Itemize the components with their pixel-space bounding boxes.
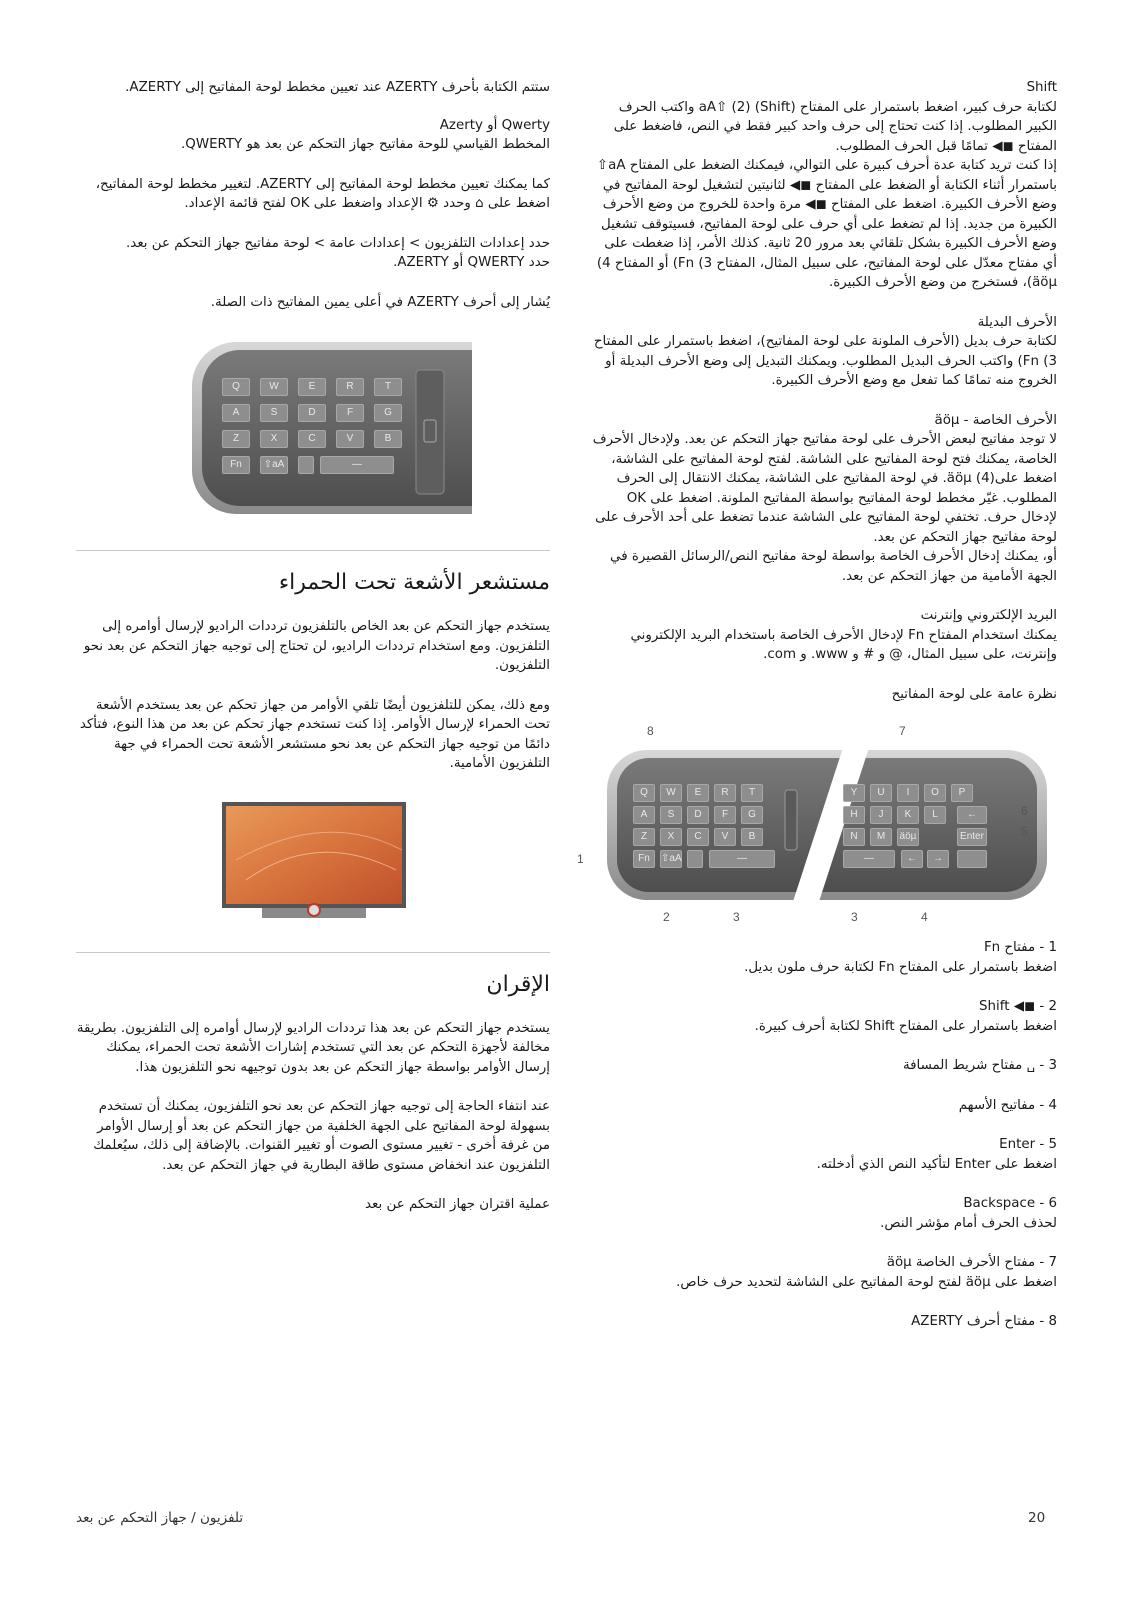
keyboard-overview-illustration — [577, 720, 1057, 924]
pairing-paragraph-3: عملية اقتران جهاز التحكم عن بعد — [365, 1197, 550, 1212]
keyboard-key: ← — [901, 850, 923, 868]
shift-paragraph-2: إذا كنت تريد كتابة عدة أحرف كبيرة على التوالي، فيمكنك الضغط على المفتاح aA⇧ باستمرار أثناء الكتابة أو الضغط على المفتاح ◼◀ لثانيتين لتشغيل لوحة المفاتيح في وضع الأحرف الكبيرة. اضغط على المفتاح ◼◀ مرة واحدة للخروج من وضع الأحرف الكبيرة من جديد. إذا لم تضغط على أي حرف على لوحة المفاتيح، فسيتوقف تشغيل وضع الأحرف الكبيرة بشكل تلقائي بعد مرور 20 ثانية. كذلك الأمر، إذا ضغطت على أي مفتاح معدّل على لوحة المفاتيح، على سبيل المثال، المفتاح 3) Fn) أو المفتاح 4) äöµ)، فستخرج من وضع الأحرف الكبيرة. — [596, 158, 1057, 290]
key-description-heading: 4 - مفاتيح الأسهم — [958, 1097, 1057, 1113]
keyboard-key: P — [951, 784, 973, 802]
keyboard-key: M — [870, 828, 892, 846]
keyboard-key: N — [843, 828, 865, 846]
keyboard-key: X — [660, 828, 682, 846]
special-paragraph-2: أو، يمكنك إدخال الأحرف الخاصة بواسطة لوحة مفاتيح النص/الرسائل القصيرة في الجهة الأمامية من جهاز التحكم عن بعد. — [610, 549, 1057, 584]
keyboard-key: D — [298, 404, 326, 422]
callout-number: 7 — [899, 724, 906, 738]
key-description-item — [587, 997, 1057, 1036]
key-description-heading: 2 - ◼◀ Shift — [979, 999, 1057, 1014]
footer-section-title: تلفزيون / جهاز التحكم عن بعد — [76, 1510, 244, 1526]
keyboard-key: C — [687, 828, 709, 846]
email-heading: البريد الإلكتروني وإنترنت — [920, 608, 1057, 623]
key-description-text: اضغط على äöµ لفتح لوحة المفاتيح على الشاشة لتحديد حرف خاص. — [676, 1274, 1057, 1290]
keyboard-key: O — [924, 784, 946, 802]
keyboard-key: ← — [957, 806, 987, 824]
keyboard-key: ⇧aA — [660, 850, 682, 868]
key-description-item — [587, 938, 1057, 977]
keyboard-key: Enter — [957, 828, 987, 846]
key-description-list — [587, 938, 1057, 1332]
keyboard-key: S — [660, 806, 682, 824]
alt-heading: الأحرف البديلة — [977, 314, 1057, 330]
callout-number: 2 — [663, 910, 670, 924]
keyboard-key: I — [897, 784, 919, 802]
keyboard-key: S — [260, 404, 288, 422]
section-divider — [76, 952, 550, 953]
key-description-text: اضغط باستمرار على المفتاح Fn لكتابة حرف ملون بديل. — [744, 959, 1057, 975]
keyboard-key: V — [336, 430, 364, 448]
keyboard-key: A — [222, 404, 250, 422]
special-heading: الأحرف الخاصة - äöµ — [934, 412, 1057, 428]
azerty-key-grid — [76, 328, 550, 528]
qwerty-paragraph-2: كما يمكنك تعيين مخطط لوحة المفاتيح إلى AZERTY. لتغيير مخطط لوحة المفاتيح، اضغط على ⌂ وحدد ⚙ الإعداد واضغط على OK لفتح قائمة الإعداد. — [95, 176, 550, 211]
keyboard-key: äöµ — [897, 828, 919, 846]
keyboard-key: B — [374, 430, 402, 448]
keyboard-key: D — [687, 806, 709, 824]
keyboard-key: A — [633, 806, 655, 824]
keyboard-key: R — [336, 378, 364, 396]
key-description-item — [587, 1312, 1057, 1332]
key-description-heading: 5 - Enter — [999, 1137, 1057, 1152]
keyboard-key: J — [870, 806, 892, 824]
alt-paragraph: لكتابة حرف بديل (الأحرف الملونة على لوحة المفاتيح)، اضغط باستمرار على المفتاح 3) Fn) واكتب الحرف البديل المطلوب. ويمكنك التبديل إلى وضع الأحرف البديلة أو الخروج منه تمامًا كما تفعل مع وضع الأحرف الكبيرة. — [593, 334, 1057, 388]
keyboard-key: F — [714, 806, 736, 824]
keyboard-key: Z — [222, 430, 250, 448]
qwerty-paragraph-4: حدد QWERTY أو AZERTY. — [393, 255, 550, 270]
key-description-item — [587, 1194, 1057, 1233]
keyboard-key: W — [660, 784, 682, 802]
email-paragraph: يمكنك استخدام المفتاح Fn لإدخال الأحرف الخاصة باستخدام البريد الإلكتروني وإنترنت، على سبيل المثال، @ و # و www. و com. — [630, 627, 1057, 662]
keyboard-key: — — [709, 850, 775, 868]
left-column — [76, 78, 550, 1231]
key-description-item — [587, 1056, 1057, 1076]
key-description-item — [587, 1135, 1057, 1174]
keyboard-key: K — [897, 806, 919, 824]
keyboard-key: ⇧aA — [260, 456, 288, 474]
pairing-paragraph-2: عند انتفاء الحاجة إلى توجيه جهاز التحكم عن بعد نحو التلفزيون، يمكنك أن تستخدم بسهولة لوحة المفاتيح على الجهة الخلفية من جهاز التحكم عن بعد أو إرسال الأوامر من غرفة أخرى - تغيير مستوى الصوت أو تغيير القنوات. بالإضافة إلى ذلك، سيُعلمك التلفزيون عند انخفاض مستوى طاقة البطارية في جهاز التحكم عن بعد. — [93, 1099, 550, 1173]
keyboard-key: → — [927, 850, 949, 868]
callout-number: 5 — [1021, 824, 1028, 838]
keyboard-key: Q — [633, 784, 655, 802]
callout-number: 3 — [733, 910, 740, 924]
keyboard-key: Q — [222, 378, 250, 396]
keyboard-key: R — [714, 784, 736, 802]
keyboard-key: W — [260, 378, 288, 396]
keyboard-key: F — [336, 404, 364, 422]
qwerty-heading: Qwerty أو Azerty — [439, 117, 550, 133]
pairing-paragraph-1: يستخدم جهاز التحكم عن بعد هذا ترددات الراديو لإرسال أوامره إلى التلفزيون. بطريقة مخالفة لأجهزة التحكم عن بعد التي تستخدم إشارات الأشعة تحت الحمراء، يمكنك إرسال الأوامر بواسطة جهاز التحكم عن بعد بدون توجيهه نحو التلفزيون هذا. — [76, 1020, 550, 1075]
key-description-text: اضغط باستمرار على المفتاح Shift لكتابة أحرف كبيرة. — [754, 1018, 1057, 1034]
keyboard-key: H — [843, 806, 865, 824]
keyboard-key: V — [714, 828, 736, 846]
keyboard-key: T — [374, 378, 402, 396]
keyboard-key — [298, 456, 314, 474]
callout-number: 3 — [851, 910, 858, 924]
page-number: 20 — [1028, 1510, 1046, 1526]
key-description-item — [587, 1253, 1057, 1292]
key-description-item — [587, 1096, 1057, 1116]
right-column — [577, 78, 1057, 1352]
key-description-heading: 8 - مفتاح أحرف AZERTY — [911, 1314, 1057, 1329]
key-description-heading: 1 - مفتاح Fn — [983, 940, 1057, 955]
keyboard-key: B — [741, 828, 763, 846]
keyboard-key: X — [260, 430, 288, 448]
keyboard-key: G — [741, 806, 763, 824]
keyboard-key: C — [298, 430, 326, 448]
key-description-heading: 6 - Backspace — [963, 1196, 1057, 1211]
callout-number: 8 — [647, 724, 654, 738]
keyboard-key: L — [924, 806, 946, 824]
keyboard-key: Z — [633, 828, 655, 846]
ir-sensor-heading: مستشعر الأشعة تحت الحمراء — [278, 570, 550, 595]
keyboard-key: U — [870, 784, 892, 802]
azerty-note: يُشار إلى أحرف AZERTY في أعلى يمين المفاتيح ذات الصلة. — [210, 294, 550, 310]
key-description-heading: 3 - ␣ مفتاح شريط المسافة — [902, 1058, 1057, 1073]
keyboard-key: — — [843, 850, 895, 868]
key-description-text: اضغط على Enter لتأكيد النص الذي أدخلته. — [816, 1156, 1057, 1172]
shift-paragraph-1: لكتابة حرف كبير، اضغط باستمرار على المفتاح aA⇧ (2) (Shift) واكتب الحرف الكبير المطلوب. إذا كنت تحتاج إلى حرف واحد كبير فقط في النص، فاضغط على المفتاح ◼◀ تمامًا قبل الحرف المطلوب. — [613, 99, 1057, 154]
keyboard-callouts — [577, 720, 1057, 924]
keyboard-key: T — [741, 784, 763, 802]
key-description-heading: 7 - مفتاح الأحرف الخاصة äöµ — [886, 1255, 1057, 1270]
keyboard-key: E — [687, 784, 709, 802]
section-divider — [76, 550, 550, 551]
key-description-text: لحذف الحرف أمام مؤشر النص. — [880, 1215, 1057, 1231]
qwerty-paragraph-1: المخطط القياسي للوحة مفاتيح جهاز التحكم عن بعد هو QWERTY. — [181, 137, 550, 152]
azerty-keyboard-illustration — [76, 328, 550, 528]
keyboard-key: E — [298, 378, 326, 396]
special-paragraph-1: لا توجد مفاتيح لبعض الأحرف على لوحة مفاتيح جهاز التحكم عن بعد. ولإدخال الأحرف الخاصة، يمكنك فتح لوحة المفاتيح على الشاشة. لفتح لوحة المفاتيح على الشاشة، اضغط على(4) äöµ. في لوحة المفاتيح على الشاشة، يمكنك الانتقال إلى الحرف المطلوب. غيّر مخطط لوحة المفاتيح بواسطة المفاتيح الملونة. اضغط على OK لإدخال حرف. تختفي لوحة المفاتيح على الشاشة عندما تضغط على أحد الأحرف على لوحة مفاتيح جهاز التحكم عن بعد. — [592, 432, 1057, 545]
tv-illustration — [76, 790, 550, 930]
ir-paragraph-2: ومع ذلك، يمكن للتلفزيون أيضًا تلقي الأوامر من جهاز تحكم عن بعد يستخدم الأشعة تحت الحمراء لإرسال الأوامر. إذا كنت تستخدم جهاز تحكم عن بعد من هذا النوع، فتأكد دائمًا من توجيه جهاز التحكم عن بعد نحو مستشعر الأشعة تحت الحمراء في جهة التلفزيون الأمامية. — [79, 697, 550, 771]
overview-heading: نظرة عامة على لوحة المفاتيح — [891, 686, 1057, 702]
keyboard-key: Fn — [633, 850, 655, 868]
callout-number: 4 — [921, 910, 928, 924]
callout-number: 1 — [577, 852, 584, 866]
ir-paragraph-1: يستخدم جهاز التحكم عن بعد الخاص بالتلفزيون ترددات الراديو لإرسال أوامره إلى التلفزيون. ومع استخدام ترددات الراديو، لن تحتاج إلى توجيه جهاز التحكم عن بعد نحو التلفزيون. — [83, 619, 550, 673]
azerty-paragraph: ستتم الكتابة بأحرف AZERTY عند تعيين مخطط لوحة المفاتيح إلى AZERTY. — [125, 80, 550, 95]
qwerty-paragraph-3: حدد إعدادات التلفزيون > إعدادات عامة > لوحة مفاتيح جهاز التحكم عن بعد. — [126, 235, 550, 251]
callout-number: 6 — [1021, 804, 1028, 818]
keyboard-key: — — [320, 456, 394, 474]
pairing-heading: الإقران — [486, 971, 550, 997]
keyboard-key: Y — [843, 784, 865, 802]
keyboard-key: G — [374, 404, 402, 422]
shift-heading: Shift — [1026, 80, 1057, 95]
keyboard-key: Fn — [222, 456, 250, 474]
